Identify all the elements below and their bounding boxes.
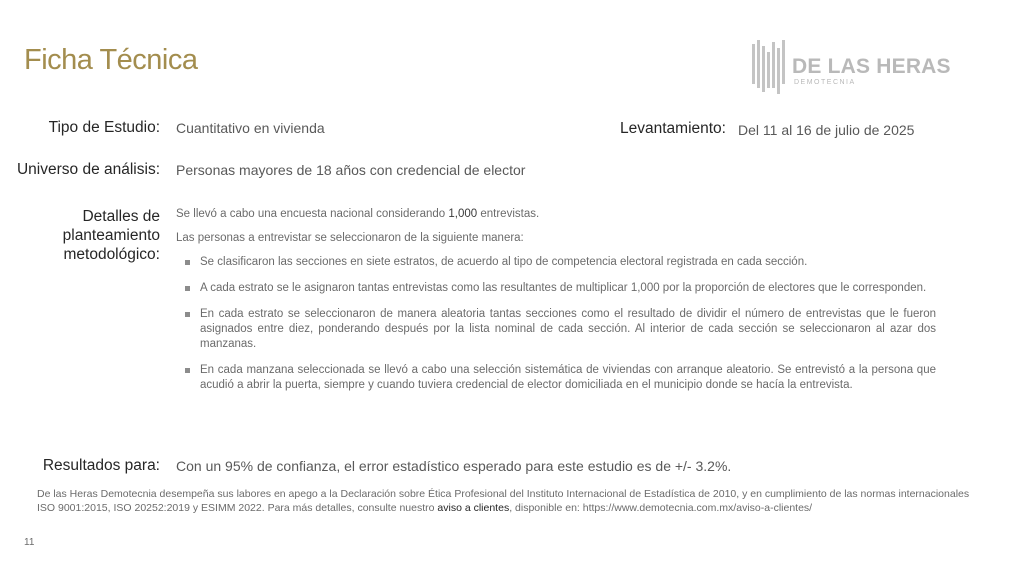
list-item: A cada estrato se le asignaron tantas entrevistas como las resultantes de multiplicar 1,000 por la proporción de electores que le corresponden. — [176, 281, 936, 296]
logo-text: DE LAS HERAS — [792, 55, 951, 78]
list-item: Se clasificaron las secciones en siete estratos, de acuerdo al tipo de competencia electoral registrada en cada sección. — [176, 255, 936, 270]
detalles-label: Detalles de planteamiento metodológico: — [62, 208, 160, 263]
list-item: En cada manzana seleccionada se llevó a cabo una selección sistemática de viviendas con arranque aleatorio. Se entrevistó a la persona que acudió a abrir la puerta, siempre y cuando tuviera credencial de elector domiciliada en el municipio donde se hacía la entrevista. — [176, 363, 936, 393]
page-number: 11 — [24, 537, 35, 548]
company-logo — [750, 38, 950, 96]
detalles-intro-2: Las personas a entrevistar se seleccionaron de la siguiente manera: — [176, 232, 524, 244]
levantamiento-label: Levantamiento: — [620, 120, 726, 137]
logo-mark-icon — [750, 38, 790, 96]
detalles-content — [176, 207, 936, 404]
universo-value: Personas mayores de 18 años con credencial de elector — [176, 162, 526, 178]
footer-disclaimer: De las Heras Demotecnia desempeña sus labores en apego a la Declaración sobre Ética Profesional del Instituto Internacional de Estadística de 2010, y en cumplimiento de las normas internacionales ISO 9001:2015, ISO 20252:2019 y ESIMM 2022. Para más detalles, consulte nuestro aviso a clientes, disponible en: https://www.demotecnia.com.mx/aviso-a-clientes/ — [37, 488, 970, 514]
tipo-estudio-value: Cuantitativo en vivienda — [176, 120, 325, 136]
levantamiento-value: Del 11 al 16 de julio de 2025 — [738, 122, 915, 138]
logo-subtext: DEMOTECNIA — [794, 79, 856, 86]
list-item: En cada estrato se seleccionaron de manera aleatoria tantas secciones como el resultado de dividir el número de entrevistas que le fueron asignados entre diez, ponderando después por la lista nominal de cada sección. Al interior de cada sección se seleccionaron al azar dos manzanas. — [176, 307, 936, 352]
page-title: Ficha Técnica — [24, 44, 198, 76]
universo-label: Universo de análisis: — [16, 161, 160, 178]
aviso-clientes-link[interactable]: aviso a clientes — [437, 501, 510, 514]
resultados-value: Con un 95% de confianza, el error estadístico esperado para este estudio es de +/- 3.2%. — [176, 458, 732, 474]
tipo-estudio-label: Tipo de Estudio: — [48, 119, 160, 136]
detalles-intro: Se llevó a cabo una encuesta nacional considerando 1,000 entrevistas. — [176, 208, 540, 220]
resultados-label: Resultados para: — [42, 457, 160, 474]
detalles-list — [176, 255, 936, 393]
